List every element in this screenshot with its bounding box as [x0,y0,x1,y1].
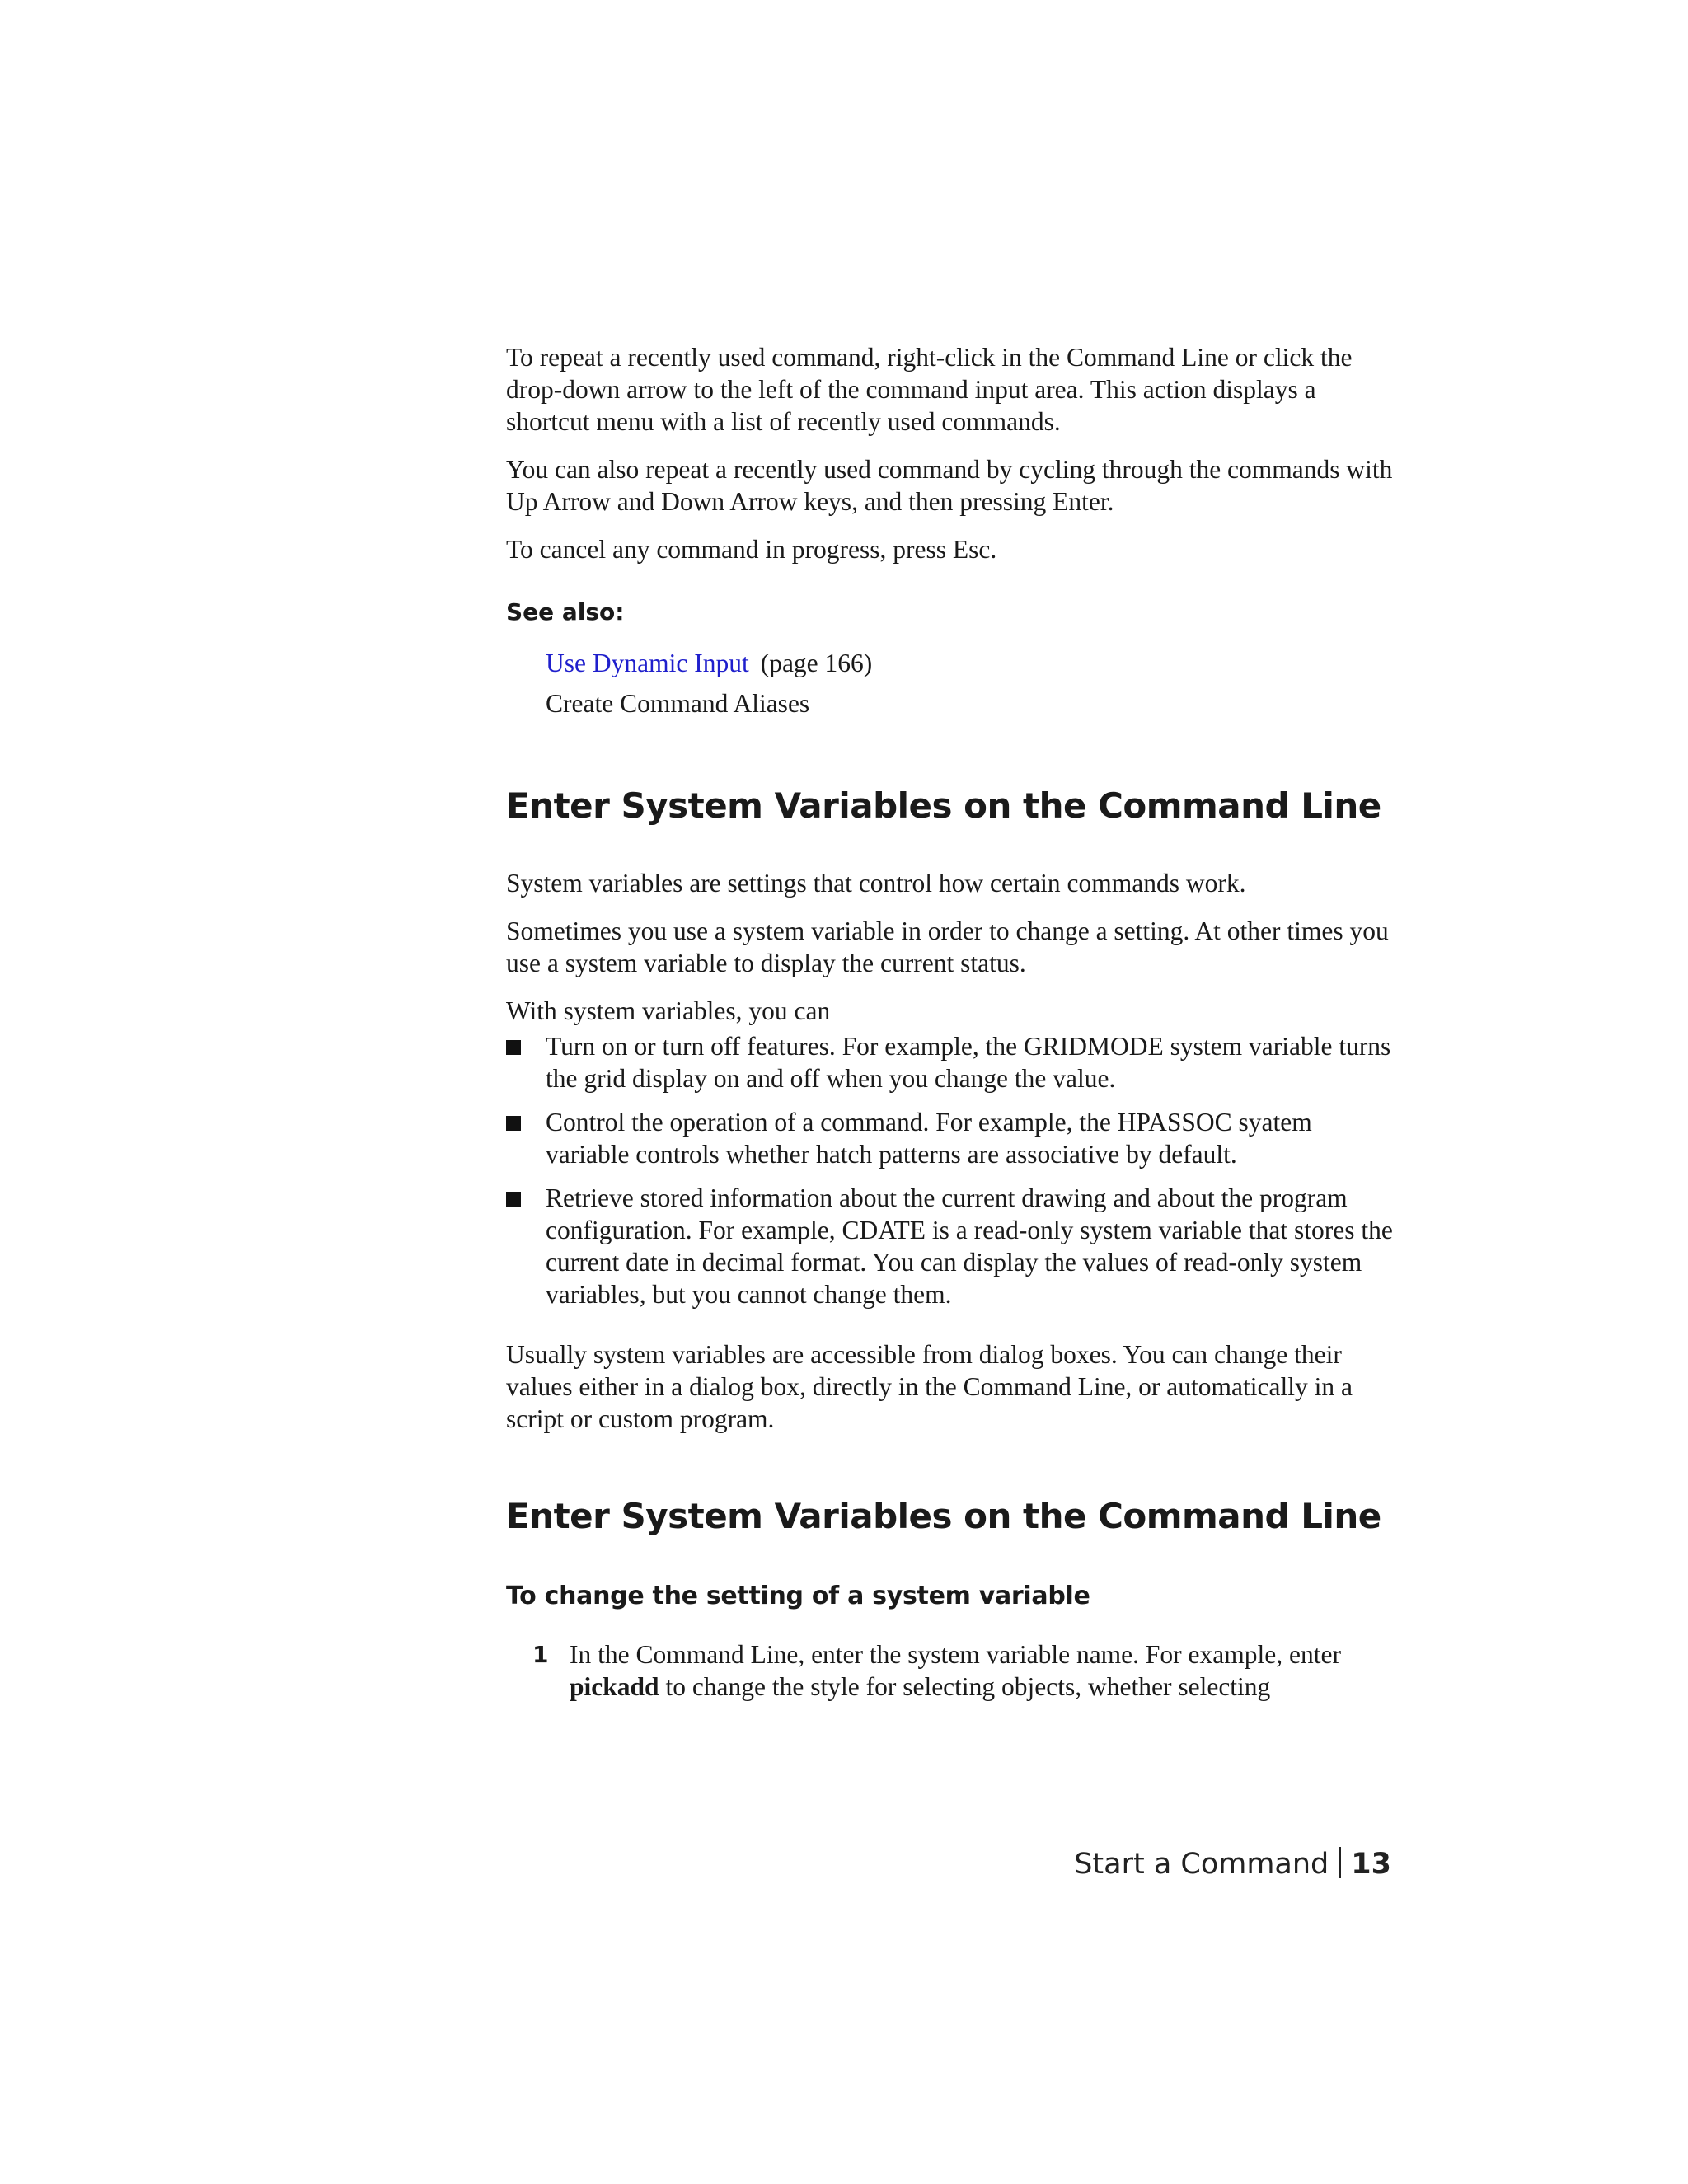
see-also-heading: See also: [506,598,625,626]
procedure-steps [506,1638,1396,1703]
body-paragraph: Usually system variables are accessible from dialog boxes. You can change their values either in a dialog box, directly in the Command Line, or automatically in a script or custom program. [506,1340,1353,1433]
body-paragraph: System variables are settings that control how certain commands work. [506,869,1246,898]
body-paragraph: With system variables, you can [506,996,831,1025]
step-text-after: to change the style for selecting objects, whether selecting [659,1672,1271,1701]
see-also-list [546,643,872,724]
intro-paragraph-1: To repeat a recently used command, right-click in the Command Line or click the drop-down arrow to the left of the command input area. This action displays a shortcut menu with a list of recently used commands. [506,343,1353,436]
section-heading: Enter System Variables on the Command Line [506,1496,1381,1536]
intro-block [506,341,1396,581]
square-bullet-icon [506,1116,521,1131]
footer-separator [1339,1847,1341,1878]
usually-block [506,1338,1396,1435]
see-also-item: Create Command Aliases [546,689,810,718]
page-number: 13 [1351,1848,1391,1881]
bullet-item [506,1182,1396,1310]
step-command: pickadd [570,1672,659,1701]
bullet-item [506,1106,1396,1170]
intro-paragraph-3: To cancel any command in progress, press Esc. [506,535,997,564]
use-dynamic-input-link[interactable]: Use Dynamic Input [546,649,749,677]
bullet-item [506,1030,1396,1094]
page-reference: (page 166) [760,649,873,677]
see-also-item [546,643,872,683]
bullet-text: Turn on or turn off features. For example, the GRIDMODE system variable turns the grid display on and off when you change the value. [546,1032,1391,1093]
step-number: 1 [532,1641,549,1668]
procedure-step [506,1638,1396,1703]
body-paragraph: Sometimes you use a system variable in order to change a setting. At other times you use a system variable to display the current status. [506,916,1389,977]
page-footer [1074,1846,1391,1882]
intro-paragraph-2: You can also repeat a recently used command by cycling through the commands with Up Arrow and Down Arrow keys, and then pressing Enter. [506,455,1393,516]
square-bullet-icon [506,1040,521,1055]
section-heading: Enter System Variables on the Command Line [506,785,1381,826]
bullet-list [506,1030,1396,1310]
bullet-text: Retrieve stored information about the current drawing and about the program configuration. For example, CDATE is a read-only system variable that stores the current date in decimal format. You can display the values of read-only system variables, but you cannot change them. [546,1183,1393,1309]
step-text-before: In the Command Line, enter the system variable name. For example, enter [570,1640,1341,1669]
system-variables-body [506,867,1396,1322]
procedure-heading: To change the setting of a system variable [506,1582,1090,1610]
bullet-text: Control the operation of a command. For example, the HPASSOC syatem variable controls whether hatch patterns are associative by default. [546,1108,1312,1169]
square-bullet-icon [506,1192,521,1207]
footer-section-title: Start a Command [1074,1848,1329,1881]
